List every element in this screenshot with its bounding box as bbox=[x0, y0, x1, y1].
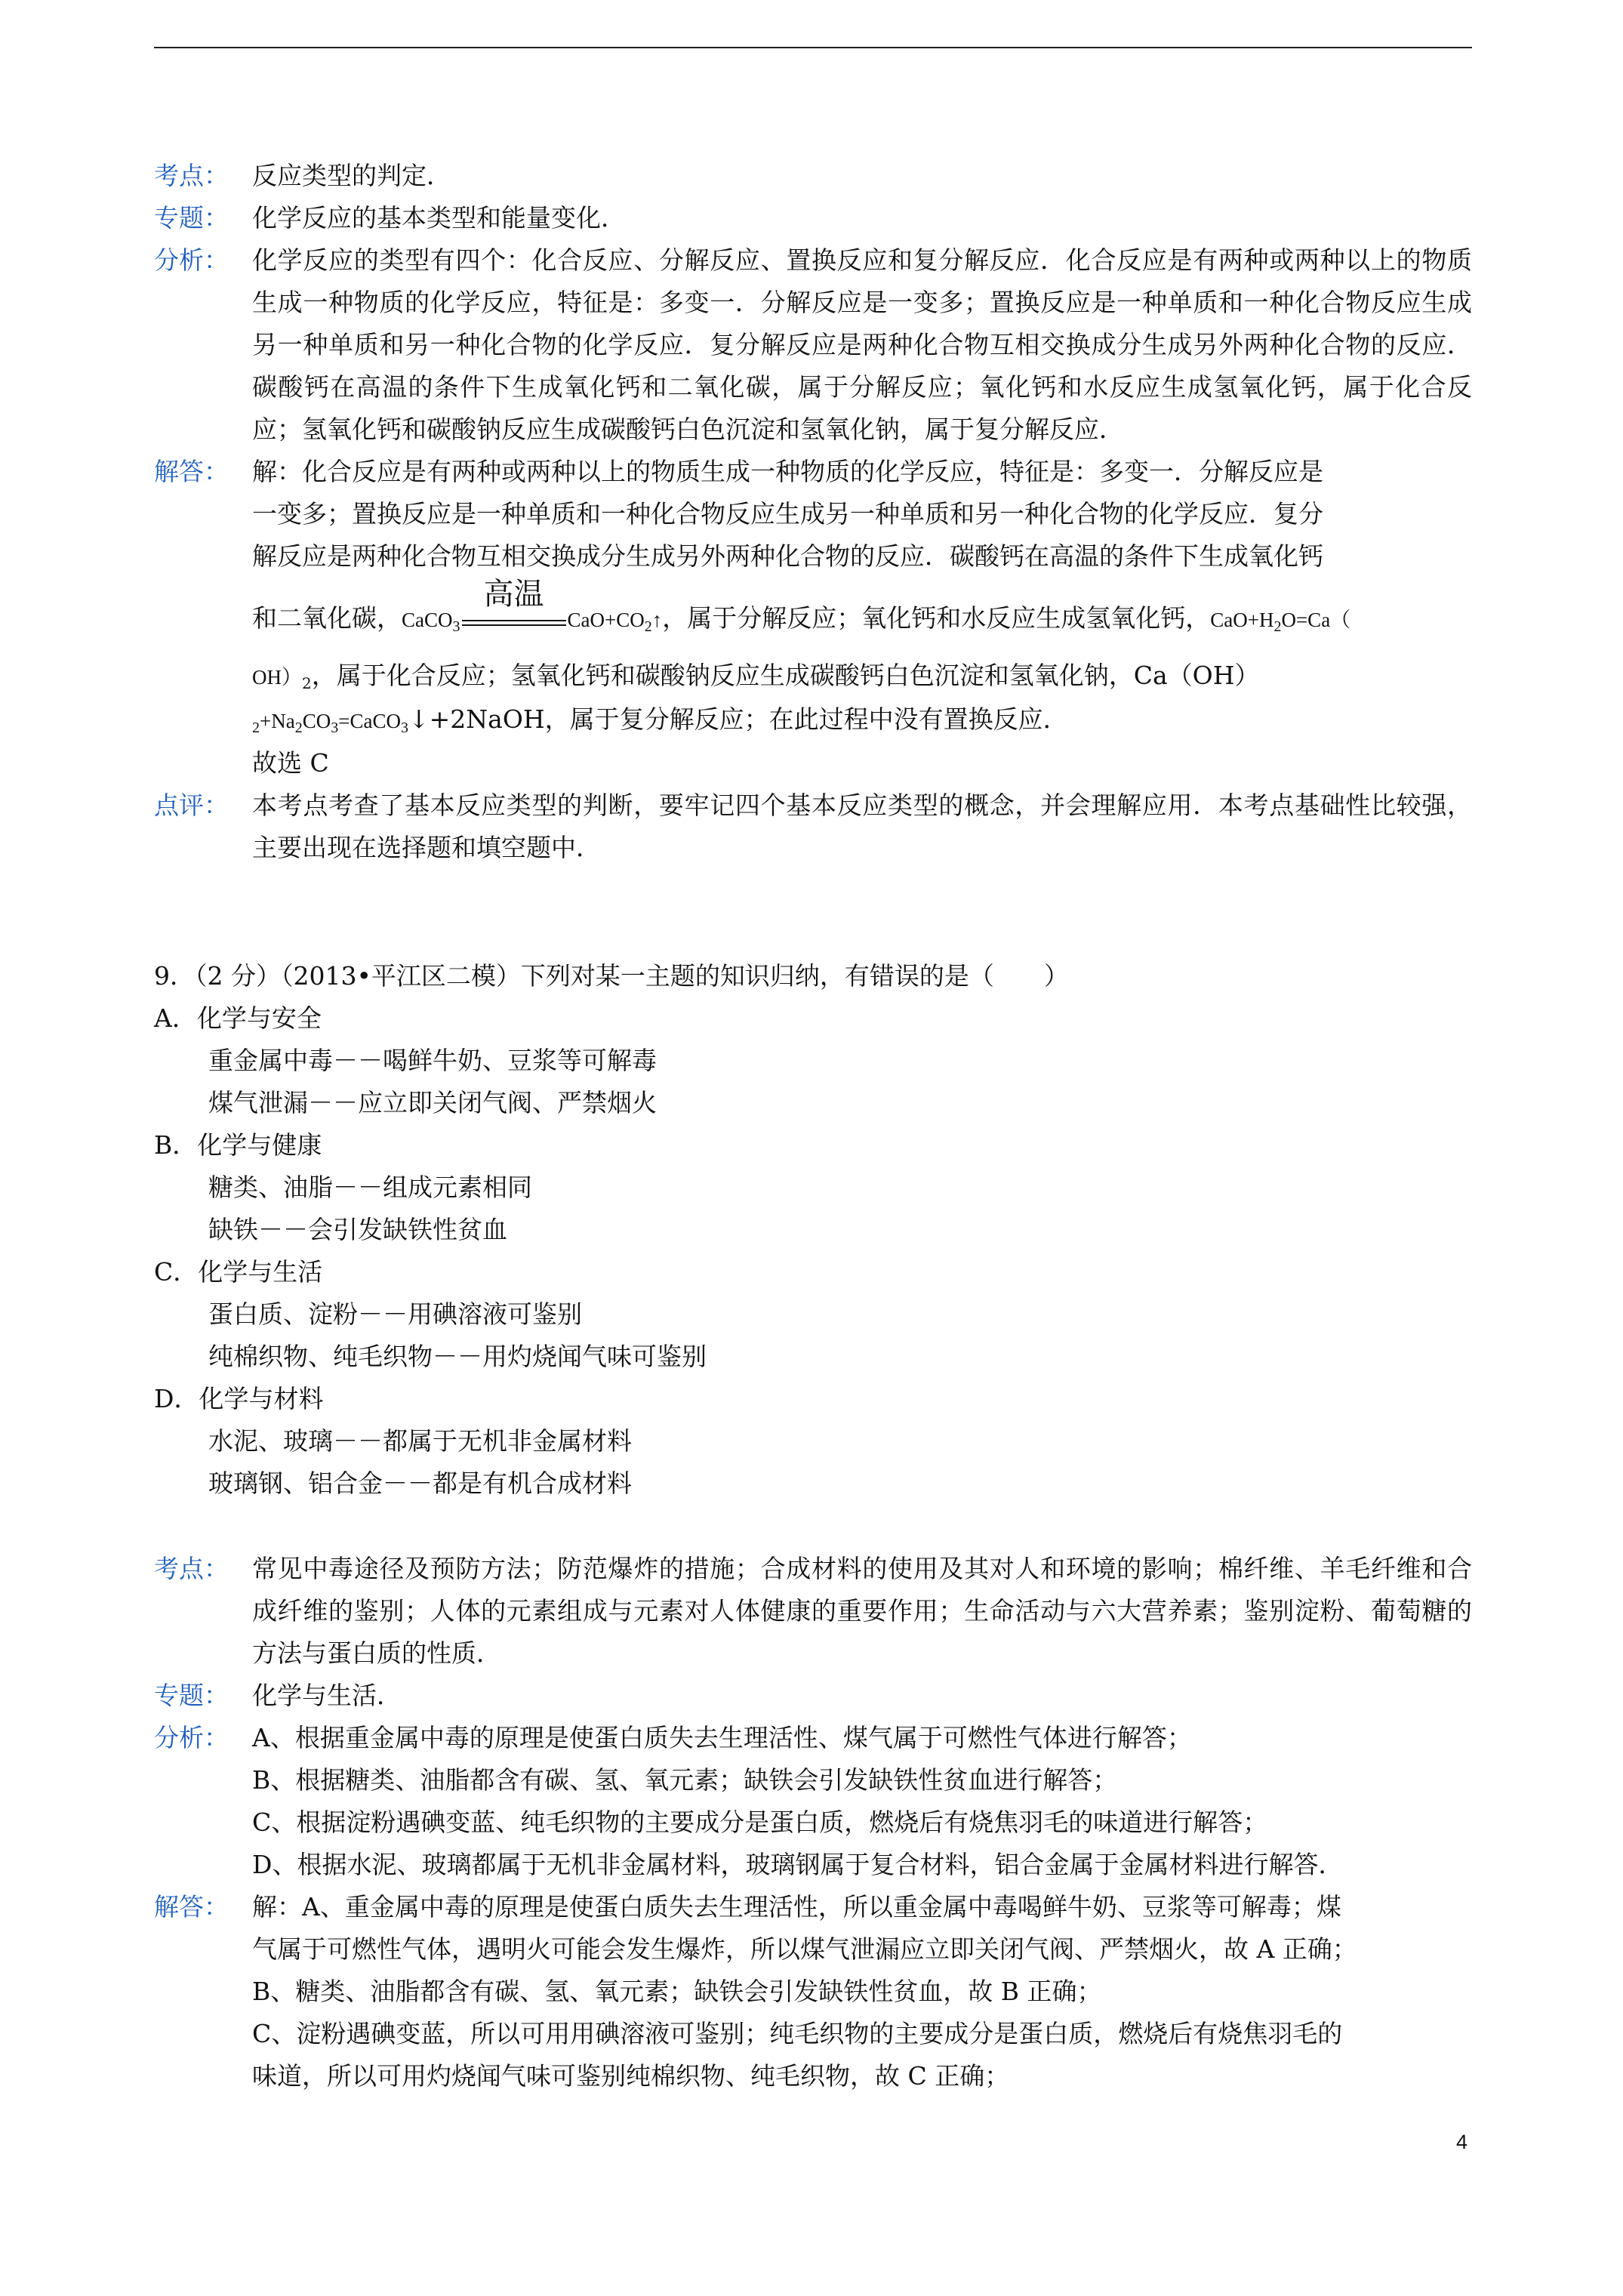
jieda-content bbox=[252, 451, 1472, 784]
jieda-line: $OH)_2$，属于化合反应；氢氧化钙和碳酸钠反应生成碳酸钙白色沉淀和氢氧化钠，Ca（OH） bbox=[252, 661, 1260, 692]
answer-choice: 故选 C bbox=[252, 748, 329, 778]
formula: $CaO+CO_2↑$ bbox=[567, 609, 663, 635]
jieda-row bbox=[154, 451, 1472, 784]
formula: $CaO+H_2O=Ca$（ bbox=[1210, 609, 1351, 635]
text-fragment: ，属于分解反应；氧化钙和水反应生成氢氧化钙， bbox=[662, 603, 1211, 633]
option-d bbox=[154, 1378, 1472, 1505]
q9-explanation bbox=[154, 1548, 1472, 2097]
option-head: D．化学与材料 bbox=[154, 1384, 324, 1413]
kaodian-text: 常见中毒途径及预防方法；防范爆炸的措施；合成材料的使用及其对人和环境的影响；棉纤维、羊毛纤维和合成纤维的鉴别；人体的元素组成与元素对人体健康的重要作用；生命活动与六大营养素；鉴别淀粉、葡萄糖的方法与蛋白质的性质． bbox=[252, 1554, 1472, 1668]
jieda-content bbox=[252, 1886, 1472, 2097]
option-line: 糖类、油脂－－组成元素相同 bbox=[208, 1173, 532, 1202]
fenxi-line: A、根据重金属中毒的原理是使蛋白质失去生理活性、煤气属于可燃性气体进行解答； bbox=[252, 1723, 1192, 1752]
jieda-line: 解：化合反应是有两种或两种以上的物质生成一种物质的化学反应，特征是：多变一．分解反应是 bbox=[252, 457, 1323, 486]
jieda-line: 解：A、重金属中毒的原理是使蛋白质失去生理活性，所以重金属中毒喝鲜牛奶、豆浆等可解毒；煤 bbox=[252, 1892, 1341, 1922]
zhuanti-text: 化学反应的基本类型和能量变化． bbox=[252, 203, 626, 233]
option-line: 缺铁－－会引发缺铁性贫血 bbox=[208, 1215, 507, 1244]
option-b bbox=[154, 1124, 1472, 1251]
option-line: 玻璃钢、铝合金－－都是有机合成材料 bbox=[208, 1469, 632, 1498]
fenxi-label: 分析： bbox=[154, 245, 229, 275]
option-head: C．化学与生活 bbox=[154, 1257, 323, 1287]
jieda-line: 一变多；置换反应是一种单质和一种化合物反应生成另一种单质和另一种化合物的化学反应．复分 bbox=[252, 499, 1323, 529]
jieda-row bbox=[154, 1886, 1472, 2097]
jieda-label: 解答： bbox=[154, 1892, 229, 1922]
formula: CaCO$_3$ bbox=[402, 609, 460, 635]
option-line: 煤气泄漏－－应立即关闭气阀、严禁烟火 bbox=[208, 1088, 657, 1117]
jieda-line: B、糖类、油脂都含有碳、氢、氧元素；缺铁会引发缺铁性贫血，故 B 正确； bbox=[252, 1977, 1102, 2006]
zhuanti-label: 专题： bbox=[154, 203, 229, 233]
fenxi-content bbox=[252, 1717, 1472, 1886]
question-stem: 9．（2 分）（2013•平江区二模）下列对某一主题的知识归纳，有错误的是（ ） bbox=[154, 961, 1069, 991]
kaodian-text: 反应类型的判定． bbox=[252, 161, 451, 190]
jieda-label: 解答： bbox=[154, 457, 229, 486]
option-line: 水泥、玻璃－－都属于无机非金属材料 bbox=[208, 1426, 632, 1456]
option-line: 纯棉织物、纯毛织物－－用灼烧闻气味可鉴别 bbox=[208, 1342, 707, 1371]
option-a bbox=[154, 997, 1472, 1124]
option-line: 重金属中毒－－喝鲜牛奶、豆浆等可解毒 bbox=[208, 1046, 657, 1075]
jieda-line: C、淀粉遇碘变蓝，所以可用用碘溶液可鉴别；纯毛织物的主要成分是蛋白质，燃烧后有烧焦羽毛的 bbox=[252, 2019, 1343, 2048]
dianping-row bbox=[154, 784, 1472, 869]
fenxi-line: D、根据水泥、玻璃都属于无机非金属材料，玻璃钢属于复合材料，铝合金属于金属材料进行解答． bbox=[252, 1850, 1344, 1879]
option-line: 蛋白质、淀粉－－用碘溶液可鉴别 bbox=[208, 1299, 582, 1329]
fenxi-text: 化学反应的类型有四个：化合反应、分解反应、置换反应和复分解反应．化合反应是有两种或两种以上的物质生成一种物质的化学反应，特征是：多变一．分解反应是一变多；置换反应是一种单质和一种化合物反应生成另一种单质和另一种化合物的化学反应．复分解反应是两种化合物互相交换成分生成另外两种化合物的反应．碳酸钙在高温的条件下生成氧化钙和二氧化碳，属于分解反应；氧化钙和水反应生成氢氧化钙，属于化合反应；氢氧化钙和碳酸钠反应生成碳酸钙白色沉淀和氢氧化钠，属于复分解反应． bbox=[252, 245, 1472, 444]
fenxi-line: B、根据糖类、油脂都含有碳、氢、氧元素；缺铁会引发缺铁性贫血进行解答； bbox=[252, 1765, 1118, 1795]
zhuanti-row bbox=[154, 197, 1472, 239]
option-c bbox=[154, 1251, 1472, 1378]
fenxi-label: 分析： bbox=[154, 1723, 229, 1752]
fenxi-line: C、根据淀粉遇碘变蓝、纯毛织物的主要成分是蛋白质，燃烧后有烧焦羽毛的味道进行解答； bbox=[252, 1808, 1268, 1837]
kaodian-row bbox=[154, 1548, 1472, 1675]
page-number: 4 bbox=[1456, 2131, 1468, 2153]
fenxi-row bbox=[154, 239, 1472, 451]
option-head: A．化学与安全 bbox=[154, 1003, 322, 1033]
header-rule bbox=[154, 47, 1472, 48]
question-9 bbox=[154, 955, 1472, 1505]
zhuanti-text: 化学与生活． bbox=[252, 1681, 402, 1710]
dianping-text: 本考点考查了基本反应类型的判断，要牢记四个基本反应类型的概念，并会理解应用．本考点基础性比较强，主要出现在选择题和填空题中． bbox=[252, 791, 1472, 862]
kaodian-row bbox=[154, 155, 1472, 197]
prev-explanation bbox=[154, 155, 1472, 869]
fenxi-row bbox=[154, 1717, 1472, 1886]
reaction-condition: 高温 bbox=[462, 605, 566, 635]
text-fragment: 和二氧化碳， bbox=[252, 603, 402, 633]
equation-line bbox=[252, 577, 1472, 641]
kaodian-label: 考点： bbox=[154, 1554, 229, 1583]
zhuanti-label: 专题： bbox=[154, 1681, 229, 1710]
zhuanti-row bbox=[154, 1675, 1472, 1717]
kaodian-label: 考点： bbox=[154, 161, 229, 190]
dianping-label: 点评： bbox=[154, 791, 229, 820]
jieda-line: 气属于可燃性气体，遇明火可能会发生爆炸，所以煤气泄漏应立即关闭气阀、严禁烟火，故 A 正确； bbox=[252, 1934, 1357, 1964]
option-head: B．化学与健康 bbox=[154, 1130, 322, 1160]
jieda-line: 味道，所以可用灼烧闻气味可鉴别纯棉织物、纯毛织物，故 C 正确； bbox=[252, 2061, 1010, 2091]
jieda-line: 解反应是两种化合物互相交换成分生成另外两种化合物的反应．碳酸钙在高温的条件下生成氧化钙 bbox=[252, 541, 1323, 571]
jieda-line: $_2+Na_2CO_3=CaCO_3↓+2NaOH$，属于复分解反应；在此过程中没有置换反应． bbox=[252, 704, 1068, 736]
